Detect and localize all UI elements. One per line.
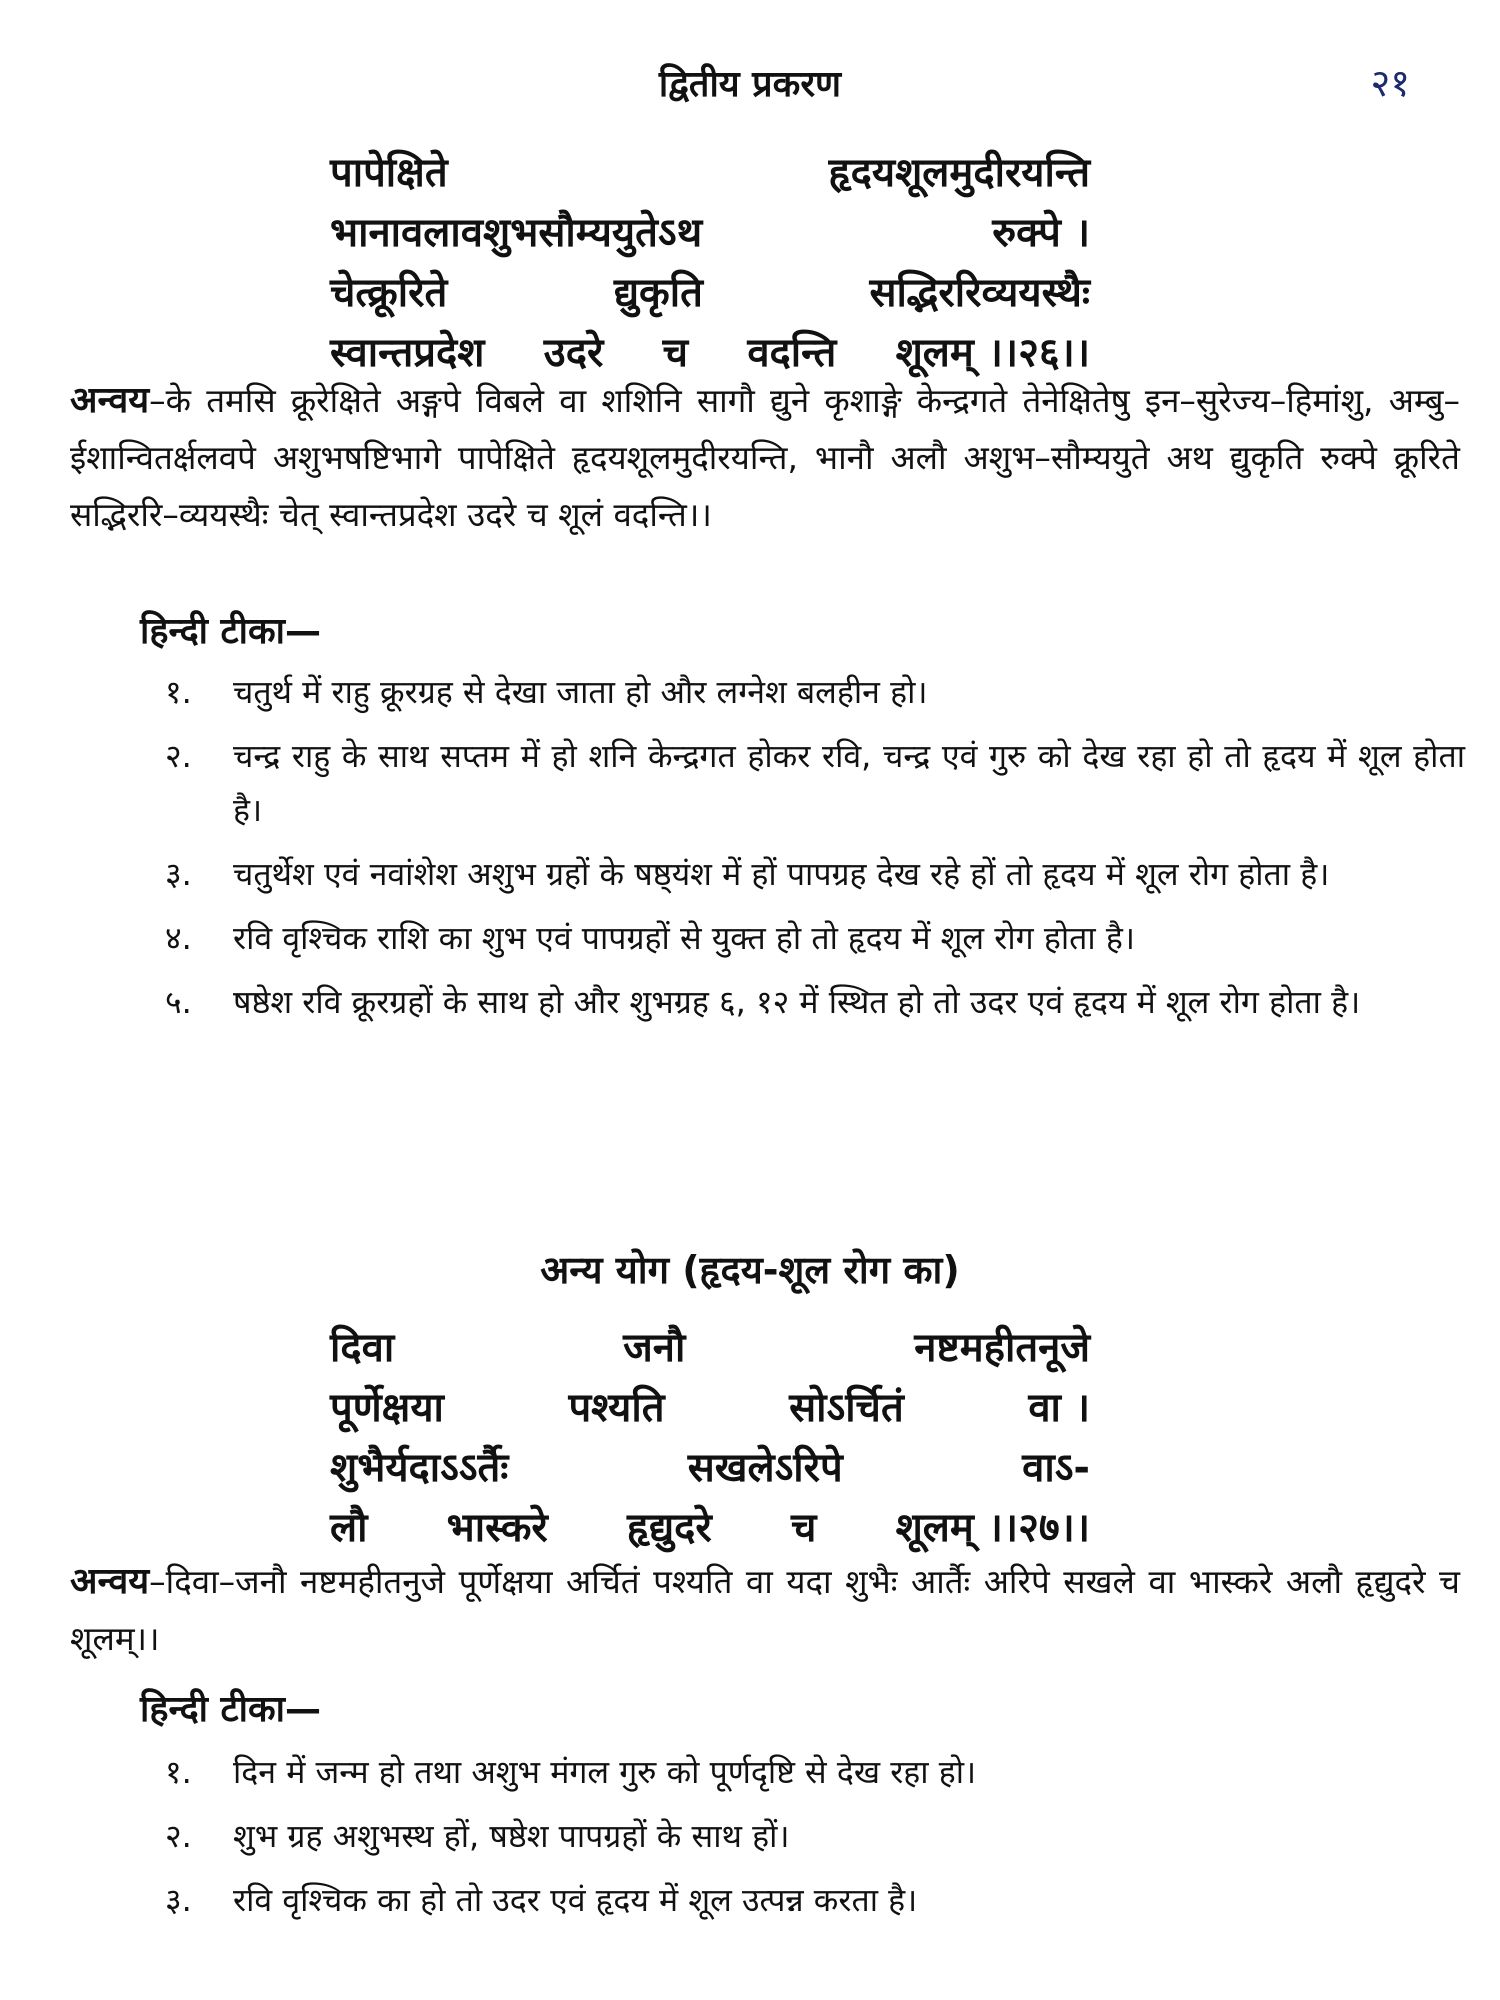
anvaya-text: –दिवा–जनौ नष्टमहीतनुजे पूर्णेक्षया अर्चितं पश्यति वा यदा शुभैः आर्तैः अरिपे सखले वा भास्करे अलौ हृद्युदरे च शूलम्।। xyxy=(70,1562,1460,1658)
verse-word: लौ xyxy=(330,1504,368,1551)
verse-word: पश्यति xyxy=(568,1384,665,1431)
verse-word: नष्टमहीतनूजे xyxy=(914,1324,1090,1371)
anvaya-27 xyxy=(70,1553,1460,1667)
verse-word: च xyxy=(790,1504,817,1551)
list-item xyxy=(165,665,1465,719)
list-item xyxy=(165,975,1465,1029)
verse-line xyxy=(330,1375,1090,1435)
verse-word: च xyxy=(662,329,689,376)
verse-line xyxy=(330,260,1090,320)
verse-word: वदन्ति xyxy=(747,329,837,376)
verse-line xyxy=(330,1495,1090,1555)
verse-word: द्युकृति xyxy=(613,269,703,316)
hindi-tika-heading: हिन्दी टीका— xyxy=(140,1689,321,1730)
list-item-number: १. xyxy=(165,673,192,711)
verse-word: भानावलावशुभसौम्ययुतेऽथ xyxy=(330,209,703,256)
section-heading: अन्य योग (हृदय-शूल रोग का) xyxy=(540,1248,960,1292)
verse-word: सद्भिररिव्ययस्थैः xyxy=(869,269,1090,316)
list-item xyxy=(165,1745,1465,1799)
verse-word: वा । xyxy=(1028,1384,1090,1431)
verse-word: स्वान्तप्रदेश xyxy=(330,329,485,376)
hindi-tika-heading: हिन्दी टीका— xyxy=(140,611,321,652)
list-item-number: ३. xyxy=(165,1881,192,1919)
verse-27 xyxy=(330,1315,1090,1555)
verse-line xyxy=(330,1315,1090,1375)
verse-word: शूलम् ।।२७।। xyxy=(895,1504,1090,1551)
list-item-text: रवि वृश्चिक राशि का शुभ एवं पापग्रहों से युक्त हो तो हृदय में शूल रोग होता है। xyxy=(233,919,1135,957)
list-item-text: चतुर्थ में राहु क्रूरग्रह से देखा जाता हो और लग्नेश बलहीन हो। xyxy=(233,673,928,711)
verse-word: हृद्युदरे xyxy=(626,1504,712,1551)
verse-word: जनौ xyxy=(623,1324,686,1371)
hindi-tika-list xyxy=(165,665,1465,1039)
list-item-text: षष्ठेश रवि क्रूरग्रहों के साथ हो और शुभग्रह ६, १२ में स्थित हो तो उदर एवं हृदय में शूल रोग होता है। xyxy=(233,983,1361,1021)
list-item xyxy=(165,1873,1465,1927)
verse-26 xyxy=(330,140,1090,380)
list-item xyxy=(165,1809,1465,1863)
anvaya-label: अन्वय xyxy=(70,380,150,421)
verse-word: सोऽर्चितं xyxy=(789,1384,904,1431)
page-number: २१ xyxy=(1370,61,1410,105)
chapter-title: द्वितीय प्रकरण xyxy=(658,64,842,105)
verse-word: चेत्क्रूरिते xyxy=(330,269,448,316)
verse-word: उदरे xyxy=(543,329,604,376)
verse-word: भास्करे xyxy=(446,1504,548,1551)
anvaya-26 xyxy=(70,372,1460,543)
list-item xyxy=(165,729,1465,837)
list-item-number: ३. xyxy=(165,855,192,893)
list-item-number: ४. xyxy=(165,919,192,957)
verse-word: वाऽ- xyxy=(1022,1444,1090,1491)
list-item-text: चन्द्र राहु के साथ सप्तम में हो शनि केन्द्रगत होकर रवि, चन्द्र एवं गुरु को देख रहा हो तो हृदय में शूल होता है। xyxy=(233,737,1465,829)
list-item-text: शुभ ग्रह अशुभस्थ हों, षष्ठेश पापग्रहों के साथ हों। xyxy=(233,1817,790,1855)
verse-line xyxy=(330,1435,1090,1495)
verse-line xyxy=(330,140,1090,200)
verse-word: हृदयशूलमुदीरयन्ति xyxy=(828,149,1090,196)
list-item-text: रवि वृश्चिक का हो तो उदर एवं हृदय में शूल उत्पन्न करता है। xyxy=(233,1881,918,1919)
anvaya-label: अन्वय xyxy=(70,1561,150,1602)
list-item-number: ५. xyxy=(165,983,192,1021)
list-item-number: २. xyxy=(165,737,192,775)
verse-word: पापेक्षिते xyxy=(330,149,448,196)
verse-line xyxy=(330,200,1090,260)
verse-word: शूलम् ।।२६।। xyxy=(895,329,1090,376)
list-item-text: दिन में जन्म हो तथा अशुभ मंगल गुरु को पूर्णदृष्टि से देख रहा हो। xyxy=(233,1753,977,1791)
anvaya-text: –के तमसि क्रूरेक्षिते अङ्गपे विबले वा शशिनि सागौ द्युने कृशाङ्गे केन्द्रगते तेनेक्षितेषु इन–सुरेज्य–हिमांशु, अम्बु–ईशान्वितर्क्षलवपे अशुभषष्टिभागे पापेक्षिते हृदयशूलमुदीरयन्ति, भानौ अलौ अशुभ–सौम्ययुते अथ द्युकृति रुक्पे क्रूरिते सद्भिररि–व्ययस्थैः चेत् स्वान्तप्रदेश उदरे च शूलं वदन्ति।। xyxy=(70,381,1460,534)
list-item xyxy=(165,911,1465,965)
list-item-number: २. xyxy=(165,1817,192,1855)
list-item xyxy=(165,847,1465,901)
list-item-number: १. xyxy=(165,1753,192,1791)
hindi-tika-list xyxy=(165,1745,1465,1937)
verse-word: दिवा xyxy=(330,1324,395,1371)
list-item-text: चतुर्थेश एवं नवांशेश अशुभ ग्रहों के षष्ठ्यंश में हों पापग्रह देख रहे हों तो हृदय में शूल रोग होता है। xyxy=(233,855,1330,893)
verse-line xyxy=(330,320,1090,380)
verse-word: शुभैर्यदाऽऽर्तैः xyxy=(330,1444,509,1491)
verse-word: सखलेऽरिपे xyxy=(687,1444,843,1491)
verse-word: रुक्पे । xyxy=(992,209,1090,256)
verse-word: पूर्णेक्षया xyxy=(330,1384,444,1431)
